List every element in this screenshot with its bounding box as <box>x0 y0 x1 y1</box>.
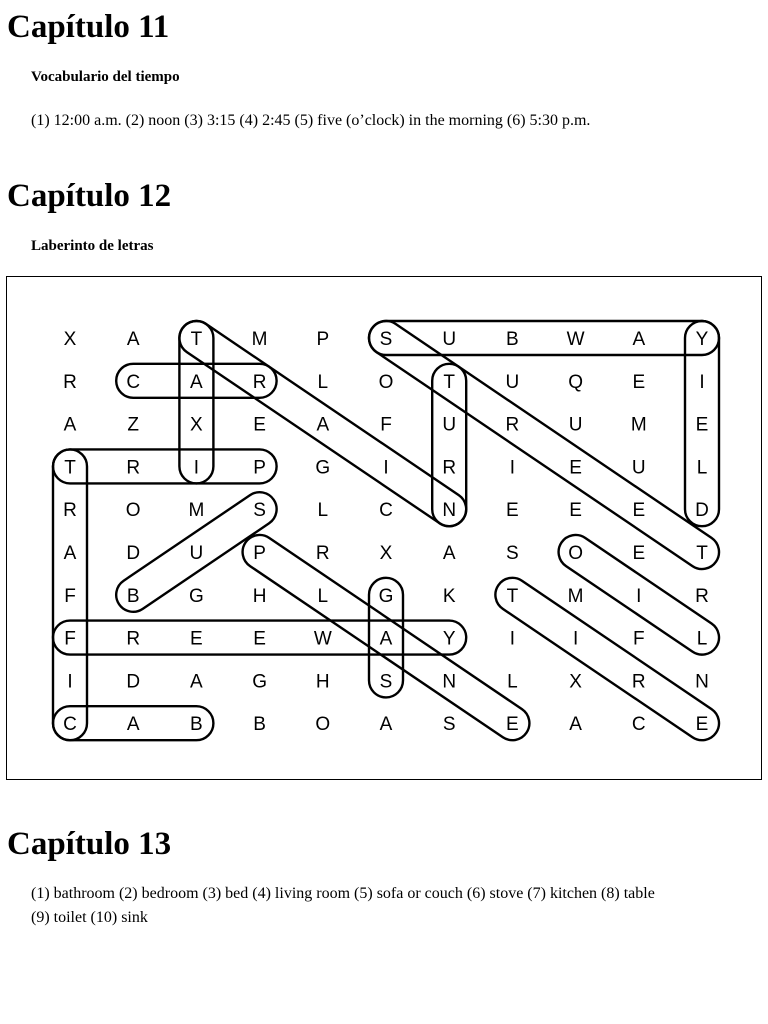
grid-letter: F <box>380 414 392 436</box>
grid-letter: W <box>566 329 585 350</box>
grid-letter: O <box>568 543 583 564</box>
grid-letter: L <box>317 500 329 522</box>
grid-letter: N <box>442 500 457 522</box>
grid-letter: A <box>190 671 203 693</box>
grid-letter: H <box>252 585 267 607</box>
grid-letter: U <box>505 371 520 393</box>
grid-letter: T <box>696 543 708 564</box>
grid-letter: C <box>379 500 393 522</box>
grid-letter: Y <box>695 329 709 350</box>
grid-letter: D <box>695 500 709 522</box>
grid-letter: R <box>63 500 77 522</box>
grid-letter: P <box>253 457 266 479</box>
grid-letter: U <box>631 457 646 479</box>
chapter-13-title: Capítulo 13 <box>7 826 172 862</box>
grid-letter: A <box>190 371 203 393</box>
grid-letter: N <box>442 671 457 693</box>
grid-letter: A <box>63 414 77 436</box>
grid-letter: A <box>379 628 393 650</box>
grid-letter: U <box>442 414 457 436</box>
grid-letter: A <box>126 714 140 736</box>
grid-letter: P <box>316 329 330 350</box>
grid-letter: T <box>506 585 519 607</box>
chapter-11-title: Capítulo 11 <box>7 9 170 45</box>
chapter-11-subtitle: Vocabulario del tiempo <box>31 69 180 85</box>
grid-letter: R <box>695 585 709 607</box>
grid-letter: I <box>193 457 200 479</box>
grid-letter: A <box>63 543 77 564</box>
grid-letter: A <box>126 329 140 350</box>
grid-letter: H <box>315 671 330 693</box>
answer-ring-tire <box>489 571 726 747</box>
grid-letter: B <box>190 714 203 736</box>
grid-letter: Z <box>127 414 140 436</box>
grid-letter: E <box>569 500 582 522</box>
grid-letter: C <box>63 714 77 736</box>
answer-ring-subway <box>369 321 719 355</box>
grid-letter: I <box>383 457 389 479</box>
grid-letter: E <box>506 714 519 736</box>
grid-letter: U <box>442 329 457 350</box>
grid-letter: R <box>505 414 520 436</box>
grid-letter: S <box>379 329 393 350</box>
grid-letter: O <box>315 714 331 736</box>
grid-letter: S <box>379 671 393 693</box>
grid-letter: T <box>64 457 76 479</box>
grid-letter: Y <box>442 628 456 650</box>
grid-letter: E <box>632 543 646 564</box>
grid-letter: S <box>442 714 456 736</box>
grid-letter: C <box>631 714 646 736</box>
grid-letter: I <box>699 371 705 393</box>
grid-letter: S <box>506 543 519 564</box>
grid-letter: B <box>506 329 519 350</box>
grid-letter: K <box>442 585 456 607</box>
grid-letter: E <box>632 500 646 522</box>
grid-letter: I <box>509 628 516 650</box>
grid-letter: E <box>253 414 266 436</box>
grid-letter: S <box>253 500 266 522</box>
grid-letter: A <box>379 714 393 736</box>
grid-letter: R <box>442 457 457 479</box>
grid-letter: L <box>317 585 329 607</box>
grid-letter: X <box>190 414 203 436</box>
grid-letter: B <box>253 714 266 736</box>
grid-letter: L <box>696 628 708 650</box>
answer-ring-street <box>362 314 725 575</box>
chapter-13-answers-line-2: (9) toilet (10) sink <box>31 909 148 926</box>
grid-letter: O <box>125 500 141 522</box>
grid-letter: F <box>64 585 76 607</box>
grid-letter: L <box>696 457 708 479</box>
chapter-13-answers-line-1: (1) bathroom (2) bedroom (3) bed (4) living room (5) sofa or couch (6) stove (7) kitchen (8) table <box>31 885 655 902</box>
grid-letter: A <box>569 714 582 736</box>
chapter-12-subtitle: Laberinto de letras <box>31 238 154 254</box>
grid-letter: R <box>631 671 646 693</box>
grid-letter: G <box>378 585 394 607</box>
grid-letter: D <box>126 671 141 693</box>
grid-letter: X <box>63 329 77 350</box>
grid-letter: R <box>126 628 141 650</box>
chapter-11-answers: (1) 12:00 a.m. (2) noon (3) 3:15 (4) 2:45 (5) five (o’clock) in the morning (6) 5:30 p.m. <box>31 112 591 129</box>
grid-letter: E <box>190 628 203 650</box>
word-search-puzzle <box>6 276 762 780</box>
grid-letter: G <box>189 585 204 607</box>
grid-letter: I <box>67 671 73 693</box>
grid-letter: E <box>569 457 582 479</box>
grid-letter: M <box>567 585 584 607</box>
grid-letter: Q <box>568 371 583 393</box>
grid-letter: R <box>252 371 267 393</box>
grid-letter: W <box>313 628 332 650</box>
grid-letter: A <box>442 543 456 564</box>
grid-letter: R <box>126 457 141 479</box>
grid-letter: R <box>63 371 77 393</box>
grid-letter: A <box>316 414 330 436</box>
grid-letter: M <box>188 500 205 522</box>
grid-letter: E <box>695 714 709 736</box>
grid-letter: M <box>251 329 268 350</box>
grid-letter: I <box>509 457 516 479</box>
grid-letter: F <box>632 628 645 650</box>
chapter-12-title: Capítulo 12 <box>7 178 172 214</box>
grid-letter: E <box>253 628 266 650</box>
grid-letter: U <box>568 414 583 436</box>
grid-letter: P <box>253 543 266 564</box>
grid-letter: E <box>506 500 519 522</box>
grid-letter: E <box>632 371 646 393</box>
grid-letter: R <box>315 543 330 564</box>
grid-letter: M <box>630 414 647 436</box>
grid-letter: X <box>569 671 582 693</box>
grid-letter: L <box>507 671 518 693</box>
grid-letter: I <box>636 585 642 607</box>
grid-letter: B <box>126 585 140 607</box>
grid-letter: F <box>64 628 76 650</box>
grid-letter: O <box>378 371 394 393</box>
grid-letter: T <box>443 371 456 393</box>
grid-letter: C <box>126 371 141 393</box>
grid-letter: N <box>695 671 709 693</box>
grid-letter: E <box>695 414 709 436</box>
grid-letter: G <box>252 671 267 693</box>
grid-letter: U <box>189 543 204 564</box>
grid-letter: L <box>317 371 329 393</box>
grid-letter: T <box>190 329 203 350</box>
grid-letter: G <box>315 457 331 479</box>
grid-letter: X <box>379 543 393 564</box>
grid-letter: D <box>126 543 141 564</box>
letter-grid <box>63 329 709 735</box>
grid-letter: A <box>632 329 646 350</box>
grid-letter: I <box>572 628 579 650</box>
